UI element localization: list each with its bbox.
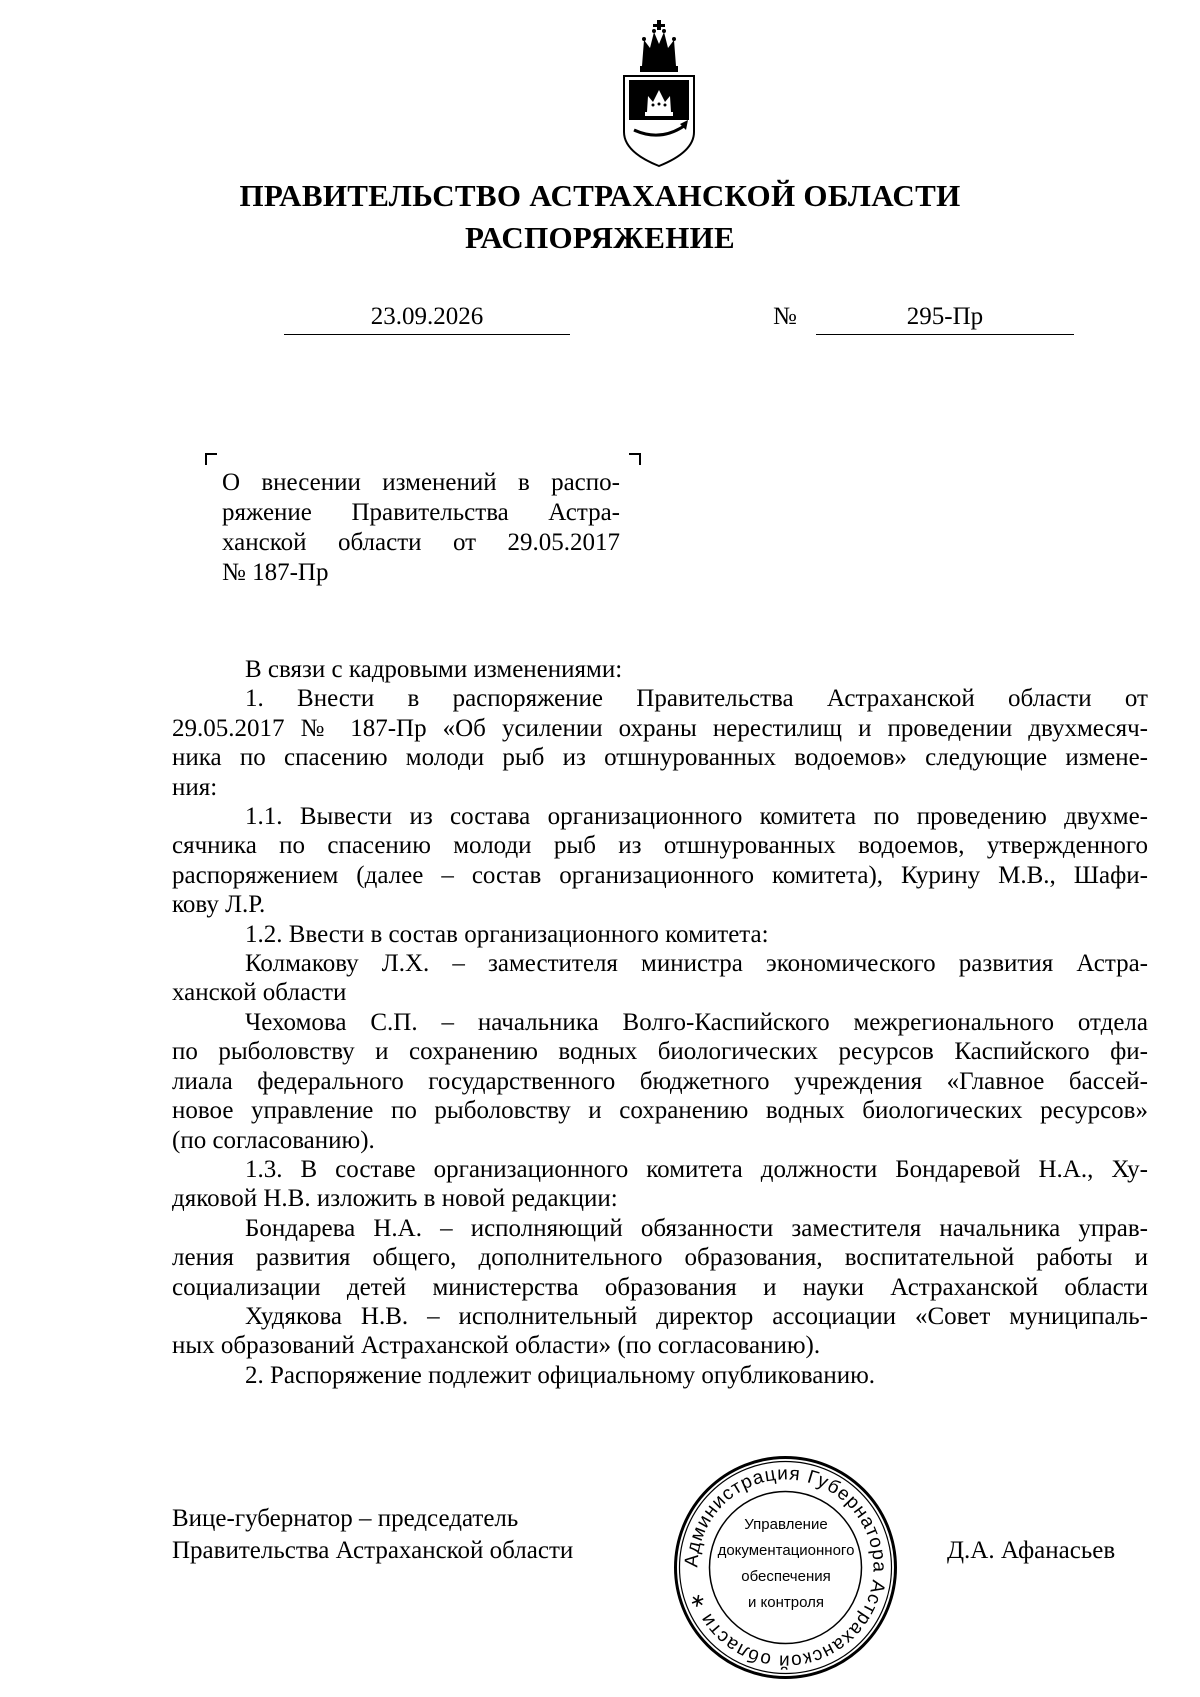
stamp-line: документационного [717, 1542, 855, 1559]
stamp-center-text [700, 1512, 872, 1616]
signatory-role-line: Вице-губернатор – председатель [172, 1505, 519, 1532]
subject-corner-right [629, 453, 641, 465]
body-line: по рыболовству и сохранению водных биологических ресурсов Каспийского фи- [172, 1038, 1148, 1066]
body-line: 1.3. В составе организационного комитета должности Бондаревой Н.А., Ху- [245, 1155, 1148, 1183]
stamp-line: обеспечения [741, 1568, 831, 1585]
number-sign: № [773, 303, 797, 330]
body-line: лиала федерального государственного бюджетного учреждения «Главное бассей- [172, 1067, 1148, 1095]
body-line: 29.05.2017 № 187-Пр «Об усилении охраны нерестилищ и проведении двухмесяч- [172, 714, 1148, 742]
organization-title: ПРАВИТЕЛЬСТВО АСТРАХАНСКОЙ ОБЛАСТИ [239, 178, 961, 213]
body-line: ханской области [172, 979, 347, 1007]
document-number: 295-Пр [816, 300, 1074, 335]
body-line: 1.2. Ввести в состав организационного комитета: [245, 920, 769, 948]
body-line: кову Л.Р. [172, 891, 266, 919]
body-line: ния: [172, 773, 218, 801]
subject-line: № 187-Пр [222, 559, 329, 586]
stamp-ring-text: Администрация Губернатора Астраханской области ∗ [681, 1463, 890, 1672]
subject-line: ряжение Правительства Астра- [222, 499, 620, 526]
coat-of-arms-icon [620, 20, 698, 170]
body-line: распоряжением (далее – состав организационного комитета), Курину М.В., Шафи- [172, 861, 1148, 889]
document-date: 23.09.2026 [284, 300, 570, 335]
signatory-role [172, 1503, 573, 1567]
body-line: социализации детей министерства образования и науки Астраханской области [172, 1273, 1148, 1301]
body-line: 2. Распоряжение подлежит официальному опубликованию. [245, 1361, 876, 1389]
body-line: 1.1. Вывести из состава организационного комитета по проведению двухме- [245, 803, 1148, 831]
subject-corner-left [205, 453, 217, 465]
body-line: дяковой Н.В. изложить в новой редакции: [172, 1185, 618, 1213]
body-line: ника по спасению молоди рыб из отшнурованных водоемов» следующие измене- [172, 744, 1148, 772]
stamp-line: и контроля [747, 1594, 824, 1611]
body-line: новое управление по рыболовству и сохранению водных биологических ресурсов» [172, 1097, 1148, 1125]
body-line: Бондарева Н.А. – исполняющий обязанности заместителя начальника управ- [245, 1214, 1148, 1242]
signatory-role-line: Правительства Астраханской области [172, 1537, 574, 1564]
signatory-name: Д.А. Афанасьев [947, 1537, 1116, 1564]
body-line: ных образований Астраханской области» (по согласованию). [172, 1332, 821, 1360]
body-line: сячника по спасению молоди рыб из отшнурованных водоемов, утвержденного [172, 832, 1148, 860]
body-line: Чехомова С.П. – начальника Волго-Каспийского межрегионального отдела [245, 1008, 1148, 1036]
body-line: Колмакову Л.Х. – заместителя министра экономического развития Астра- [245, 950, 1148, 978]
body-line: Худякова Н.В. – исполнительный директор ассоциации «Совет муниципаль- [245, 1302, 1148, 1330]
document-subject [222, 468, 620, 588]
body-line: ления развития общего, дополнительного образования, воспитательной работы и [172, 1244, 1148, 1272]
subject-line: О внесении изменений в распо- [222, 469, 620, 496]
document-body [172, 655, 1148, 1390]
body-line: 1. Внести в распоряжение Правительства Астраханской области от [245, 685, 1148, 713]
stamp-line: Управление [744, 1516, 828, 1533]
subject-line: ханской области от 29.05.2017 [222, 529, 620, 556]
document-type: РАСПОРЯЖЕНИЕ [464, 220, 736, 255]
body-line: (по согласованию). [172, 1126, 375, 1154]
body-line: В связи с кадровыми изменениями: [245, 656, 623, 683]
